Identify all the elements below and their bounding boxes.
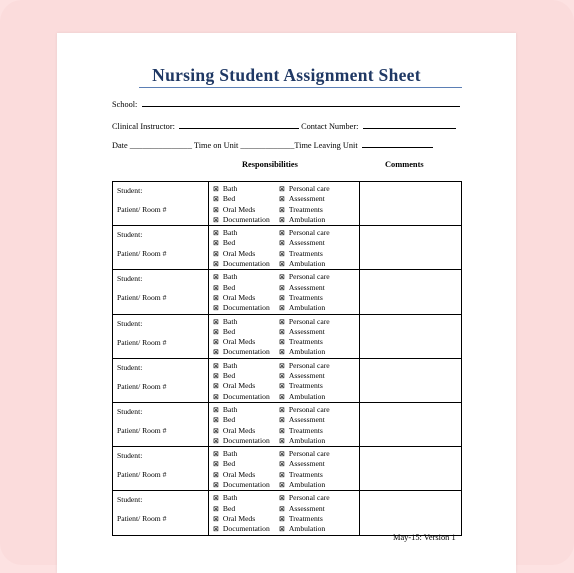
- comments-cell[interactable]: [360, 402, 462, 446]
- checkbox-label: Personal care: [288, 316, 330, 326]
- checkbox-icon[interactable]: ⊠: [279, 249, 285, 258]
- checkbox-label: Documentation: [222, 303, 270, 313]
- checkbox-label: Bath: [222, 493, 238, 503]
- checkbox-label: Ambulation: [288, 303, 326, 313]
- checkbox-label: Assessment: [288, 238, 325, 248]
- checkbox-label: Assessment: [288, 503, 325, 513]
- checkbox-icon[interactable]: ⊠: [213, 382, 219, 391]
- checkbox-label: Oral Meds: [222, 425, 256, 435]
- checkbox-label: Personal care: [288, 404, 330, 414]
- checkbox-item[interactable]: [213, 524, 279, 534]
- student-label: Student:: [117, 274, 143, 284]
- checkbox-item[interactable]: [279, 293, 359, 303]
- checkbox-icon[interactable]: ⊠: [279, 205, 285, 214]
- checkbox-item[interactable]: [279, 272, 359, 282]
- checkbox-label: Bath: [222, 272, 238, 282]
- comments-cell[interactable]: [360, 182, 462, 226]
- checkbox-icon[interactable]: ⊠: [213, 195, 219, 204]
- checkbox-item[interactable]: [279, 415, 359, 425]
- checkbox-item[interactable]: [279, 514, 359, 524]
- checkbox-icon[interactable]: ⊠: [279, 514, 285, 523]
- checkbox-icon[interactable]: ⊠: [279, 304, 285, 313]
- checkbox-label: Bed: [222, 194, 236, 204]
- checkbox-item[interactable]: [213, 415, 279, 425]
- checkbox-item[interactable]: [279, 215, 359, 225]
- checkbox-icon[interactable]: ⊠: [213, 481, 219, 490]
- table-row: [113, 270, 462, 314]
- checkbox-label: Bed: [222, 282, 236, 292]
- checkbox-icon[interactable]: ⊠: [279, 426, 285, 435]
- student-cell[interactable]: [113, 182, 209, 226]
- checkbox-item[interactable]: [213, 371, 279, 381]
- checkbox-label: Bath: [222, 360, 238, 370]
- responsibilities-cell: [209, 270, 360, 314]
- checkbox-item[interactable]: [213, 459, 279, 469]
- checkbox-item[interactable]: [213, 405, 279, 415]
- student-cell[interactable]: [113, 314, 209, 358]
- checkbox-label: Bath: [222, 228, 238, 238]
- time-leaving-field[interactable]: [362, 140, 433, 148]
- checkbox-item[interactable]: [213, 493, 279, 503]
- checkbox-icon[interactable]: ⊠: [213, 450, 219, 459]
- checkbox-icon[interactable]: ⊠: [213, 361, 219, 370]
- checkbox-item[interactable]: [213, 283, 279, 293]
- instructor-row: [112, 121, 456, 131]
- checkbox-label: Documentation: [222, 214, 270, 224]
- checkbox-item[interactable]: [279, 317, 359, 327]
- checkbox-item[interactable]: [279, 524, 359, 534]
- checkbox-label: Treatments: [288, 248, 323, 258]
- checkbox-item[interactable]: [279, 504, 359, 514]
- comments-cell[interactable]: [360, 226, 462, 270]
- checkbox-icon[interactable]: ⊠: [279, 215, 285, 224]
- checkbox-label: Bath: [222, 404, 238, 414]
- checkbox-icon[interactable]: ⊠: [213, 229, 219, 238]
- checkbox-icon[interactable]: ⊠: [213, 283, 219, 292]
- checkbox-item[interactable]: [213, 381, 279, 391]
- time-on-label: Time on Unit: [193, 141, 239, 150]
- checkbox-label: Bed: [222, 459, 236, 469]
- checkbox-label: Bath: [222, 184, 238, 193]
- checkbox-icon[interactable]: ⊠: [213, 338, 219, 347]
- comments-cell[interactable]: [360, 447, 462, 491]
- checkbox-label: Personal care: [288, 272, 330, 282]
- checkbox-item[interactable]: [213, 480, 279, 490]
- checkbox-icon[interactable]: ⊠: [279, 504, 285, 513]
- responsibilities-cell: [209, 402, 360, 446]
- checkbox-label: Treatments: [288, 204, 323, 214]
- checkbox-icon[interactable]: ⊠: [279, 525, 285, 534]
- checkbox-icon[interactable]: ⊠: [279, 338, 285, 347]
- patient-room-label: Patient/ Room #: [117, 249, 167, 259]
- checkbox-item[interactable]: [213, 392, 279, 402]
- comments-header: Comments: [385, 160, 424, 169]
- checkbox-item[interactable]: [213, 449, 279, 459]
- checkbox-item[interactable]: [279, 347, 359, 357]
- table-row: [113, 226, 462, 270]
- checkbox-item[interactable]: [279, 449, 359, 459]
- checkbox-label: Bed: [222, 415, 236, 425]
- checkbox-label: Ambulation: [288, 480, 326, 490]
- checkbox-label: Bath: [222, 316, 238, 326]
- checkbox-icon[interactable]: ⊠: [213, 260, 219, 269]
- checkbox-item[interactable]: [279, 392, 359, 402]
- student-label: Student:: [117, 451, 143, 461]
- checkbox-icon[interactable]: ⊠: [213, 273, 219, 282]
- student-label: Student:: [117, 406, 143, 416]
- checkbox-label: Ambulation: [288, 214, 326, 224]
- responsibilities-cell: [209, 314, 360, 358]
- checkbox-icon[interactable]: ⊠: [213, 416, 219, 425]
- assignment-table: [112, 181, 462, 536]
- page-title: Nursing Student Assignment Sheet: [152, 65, 421, 85]
- checkbox-label: Oral Meds: [222, 513, 256, 523]
- checkbox-item[interactable]: [213, 293, 279, 303]
- checkbox-label: Personal care: [288, 360, 330, 370]
- checkbox-icon[interactable]: ⊠: [279, 273, 285, 282]
- checkbox-item[interactable]: [279, 493, 359, 503]
- school-field[interactable]: [142, 99, 460, 107]
- checkbox-label: Documentation: [222, 391, 270, 401]
- checkbox-label: Documentation: [222, 524, 270, 534]
- checkbox-icon[interactable]: ⊠: [279, 416, 285, 425]
- comments-cell[interactable]: [360, 270, 462, 314]
- checkbox-item[interactable]: [279, 327, 359, 337]
- checkbox-item[interactable]: [213, 249, 279, 259]
- checkbox-item[interactable]: [213, 228, 279, 238]
- checkbox-item[interactable]: [279, 194, 359, 204]
- checkbox-item[interactable]: [279, 381, 359, 391]
- checkbox-item[interactable]: [279, 405, 359, 415]
- student-label: Student:: [117, 362, 143, 372]
- checkbox-icon[interactable]: ⊠: [213, 494, 219, 503]
- checkbox-item[interactable]: [279, 470, 359, 480]
- checkbox-icon[interactable]: ⊠: [213, 504, 219, 513]
- student-label: Student:: [117, 186, 143, 195]
- responsibilities-cell: [209, 226, 360, 270]
- checkbox-icon[interactable]: ⊠: [213, 436, 219, 445]
- checkbox-icon[interactable]: ⊠: [279, 372, 285, 381]
- checkbox-label: Treatments: [288, 292, 323, 302]
- checkbox-item[interactable]: [279, 283, 359, 293]
- checkbox-icon[interactable]: ⊠: [213, 205, 219, 214]
- checkbox-item[interactable]: [213, 504, 279, 514]
- checkbox-label: Personal care: [288, 184, 330, 193]
- checkbox-icon[interactable]: ⊠: [279, 327, 285, 336]
- checkbox-label: Documentation: [222, 480, 270, 490]
- checkbox-item[interactable]: [279, 228, 359, 238]
- checkbox-item[interactable]: [213, 436, 279, 446]
- patient-room-label: Patient/ Room #: [117, 205, 167, 214]
- table-row: [113, 491, 462, 535]
- checkbox-item[interactable]: [213, 347, 279, 357]
- checkbox-item[interactable]: [213, 514, 279, 524]
- patient-room-label: Patient/ Room #: [117, 425, 167, 435]
- checkbox-label: Bath: [222, 449, 238, 459]
- checkbox-label: Ambulation: [288, 347, 326, 357]
- checkbox-icon[interactable]: ⊠: [279, 382, 285, 391]
- title-underline: [139, 87, 462, 88]
- checkbox-label: Assessment: [288, 371, 325, 381]
- instructor-field[interactable]: [179, 121, 299, 129]
- checkbox-icon[interactable]: ⊠: [279, 392, 285, 401]
- date-field[interactable]: _______________: [129, 141, 192, 150]
- checkbox-label: Treatments: [288, 425, 323, 435]
- checkbox-icon[interactable]: ⊠: [279, 436, 285, 445]
- checkbox-icon[interactable]: ⊠: [279, 450, 285, 459]
- checkbox-icon[interactable]: ⊠: [213, 348, 219, 357]
- date-label: Date: [112, 141, 128, 150]
- checkbox-icon[interactable]: ⊠: [279, 260, 285, 269]
- checkbox-label: Assessment: [288, 326, 325, 336]
- time-on-field[interactable]: _____________: [240, 141, 295, 150]
- checkbox-icon[interactable]: ⊠: [213, 470, 219, 479]
- checkbox-label: Personal care: [288, 228, 330, 238]
- assignment-sheet-page: [57, 33, 516, 573]
- checkbox-item[interactable]: [279, 238, 359, 248]
- student-label: Student:: [117, 318, 143, 328]
- checkbox-item[interactable]: [213, 361, 279, 371]
- checkbox-label: Assessment: [288, 282, 325, 292]
- checkbox-item[interactable]: [279, 205, 359, 215]
- checkbox-label: Oral Meds: [222, 337, 256, 347]
- checkbox-label: Documentation: [222, 259, 270, 269]
- checkbox-icon[interactable]: ⊠: [213, 317, 219, 326]
- checkbox-label: Oral Meds: [222, 381, 256, 391]
- checkbox-item[interactable]: [213, 470, 279, 480]
- responsibilities-header: Responsibilities: [242, 160, 298, 169]
- patient-room-label: Patient/ Room #: [117, 470, 167, 480]
- checkbox-item[interactable]: [279, 459, 359, 469]
- checkbox-label: Oral Meds: [222, 204, 256, 214]
- checkbox-item[interactable]: [213, 303, 279, 313]
- checkbox-icon[interactable]: ⊠: [213, 392, 219, 401]
- school-row: [112, 99, 460, 109]
- responsibilities-cell: [209, 447, 360, 491]
- checkbox-item[interactable]: [279, 249, 359, 259]
- checkbox-icon[interactable]: ⊠: [279, 481, 285, 490]
- checkbox-icon[interactable]: ⊠: [279, 239, 285, 248]
- contact-label: Contact Number:: [301, 122, 359, 131]
- checkbox-label: Treatments: [288, 469, 323, 479]
- checkbox-icon[interactable]: ⊠: [213, 426, 219, 435]
- checkbox-icon[interactable]: ⊠: [213, 215, 219, 224]
- checkbox-label: Documentation: [222, 347, 270, 357]
- date-row: [112, 140, 433, 150]
- checkbox-icon[interactable]: ⊠: [213, 514, 219, 523]
- checkbox-icon[interactable]: ⊠: [213, 293, 219, 302]
- checkbox-label: Documentation: [222, 435, 270, 445]
- checkbox-item[interactable]: [213, 184, 279, 194]
- checkbox-label: Bed: [222, 326, 236, 336]
- patient-room-label: Patient/ Room #: [117, 381, 167, 391]
- checkbox-icon[interactable]: ⊠: [213, 460, 219, 469]
- checkbox-icon[interactable]: ⊠: [213, 239, 219, 248]
- patient-room-label: Patient/ Room #: [117, 337, 167, 347]
- checkbox-icon[interactable]: ⊠: [279, 361, 285, 370]
- responsibilities-cell: [209, 182, 360, 226]
- student-cell[interactable]: [113, 491, 209, 535]
- table-row: [113, 314, 462, 358]
- checkbox-item[interactable]: [279, 426, 359, 436]
- checkbox-icon[interactable]: ⊠: [279, 229, 285, 238]
- student-label: Student:: [117, 495, 143, 505]
- checkbox-label: Ambulation: [288, 524, 326, 534]
- patient-room-label: Patient/ Room #: [117, 293, 167, 303]
- student-cell[interactable]: [113, 447, 209, 491]
- checkbox-label: Personal care: [288, 493, 330, 503]
- checkbox-item[interactable]: [213, 272, 279, 282]
- checkbox-label: Treatments: [288, 513, 323, 523]
- checkbox-icon[interactable]: ⊠: [213, 249, 219, 258]
- checkbox-item[interactable]: [279, 361, 359, 371]
- checkbox-icon[interactable]: ⊠: [279, 317, 285, 326]
- patient-room-label: Patient/ Room #: [117, 514, 167, 524]
- checkbox-label: Bed: [222, 503, 236, 513]
- checkbox-item[interactable]: [279, 303, 359, 313]
- table-row: [113, 402, 462, 446]
- checkbox-label: Treatments: [288, 337, 323, 347]
- checkbox-icon[interactable]: ⊠: [279, 494, 285, 503]
- checkbox-label: Assessment: [288, 194, 325, 204]
- checkbox-item[interactable]: [213, 238, 279, 248]
- checkbox-icon[interactable]: ⊠: [213, 525, 219, 534]
- responsibilities-cell: [209, 491, 360, 535]
- checkbox-item[interactable]: [279, 337, 359, 347]
- checkbox-item[interactable]: [213, 194, 279, 204]
- checkbox-icon[interactable]: ⊠: [279, 195, 285, 204]
- student-cell[interactable]: [113, 226, 209, 270]
- checkbox-item[interactable]: [279, 371, 359, 381]
- checkbox-label: Ambulation: [288, 435, 326, 445]
- checkbox-icon[interactable]: ⊠: [279, 185, 285, 193]
- checkbox-item[interactable]: [213, 317, 279, 327]
- version-footer: May-15: Version 1: [393, 533, 456, 542]
- table-row: [113, 447, 462, 491]
- checkbox-icon[interactable]: ⊠: [279, 293, 285, 302]
- checkbox-label: Ambulation: [288, 259, 326, 269]
- checkbox-label: Oral Meds: [222, 469, 256, 479]
- checkbox-item[interactable]: [213, 259, 279, 269]
- checkbox-label: Ambulation: [288, 391, 326, 401]
- school-label: School:: [112, 100, 138, 109]
- checkbox-icon[interactable]: ⊠: [213, 405, 219, 414]
- time-leaving-label: Time Leaving Unit: [294, 141, 358, 150]
- checkbox-label: Bed: [222, 371, 236, 381]
- checkbox-icon[interactable]: ⊠: [213, 304, 219, 313]
- checkbox-item[interactable]: [279, 436, 359, 446]
- checkbox-label: Bed: [222, 238, 236, 248]
- checkbox-item[interactable]: [213, 337, 279, 347]
- student-label: Student:: [117, 230, 143, 240]
- student-cell[interactable]: [113, 402, 209, 446]
- checkbox-item[interactable]: [279, 184, 359, 194]
- checkbox-item[interactable]: [279, 480, 359, 490]
- contact-field[interactable]: [363, 121, 456, 129]
- checkbox-icon[interactable]: ⊠: [279, 283, 285, 292]
- checkbox-label: Assessment: [288, 459, 325, 469]
- checkbox-icon[interactable]: ⊠: [213, 185, 219, 193]
- table-row: [113, 182, 462, 226]
- responsibilities-cell: [209, 358, 360, 402]
- checkbox-icon[interactable]: ⊠: [279, 470, 285, 479]
- checkbox-item[interactable]: [213, 215, 279, 225]
- comments-cell[interactable]: [360, 491, 462, 535]
- student-cell[interactable]: [113, 270, 209, 314]
- checkbox-item[interactable]: [213, 327, 279, 337]
- checkbox-icon[interactable]: ⊠: [213, 372, 219, 381]
- checkbox-label: Personal care: [288, 449, 330, 459]
- table-row: [113, 358, 462, 402]
- checkbox-item[interactable]: [213, 426, 279, 436]
- checkbox-icon[interactable]: ⊠: [213, 327, 219, 336]
- checkbox-label: Oral Meds: [222, 248, 256, 258]
- checkbox-label: Assessment: [288, 415, 325, 425]
- checkbox-icon[interactable]: ⊠: [279, 405, 285, 414]
- instructor-label: Clinical Instructor:: [112, 122, 175, 131]
- checkbox-label: Oral Meds: [222, 292, 256, 302]
- comments-cell[interactable]: [360, 358, 462, 402]
- checkbox-label: Treatments: [288, 381, 323, 391]
- comments-cell[interactable]: [360, 314, 462, 358]
- student-cell[interactable]: [113, 358, 209, 402]
- checkbox-item[interactable]: [213, 205, 279, 215]
- checkbox-item[interactable]: [279, 259, 359, 269]
- checkbox-icon[interactable]: ⊠: [279, 460, 285, 469]
- checkbox-icon[interactable]: ⊠: [279, 348, 285, 357]
